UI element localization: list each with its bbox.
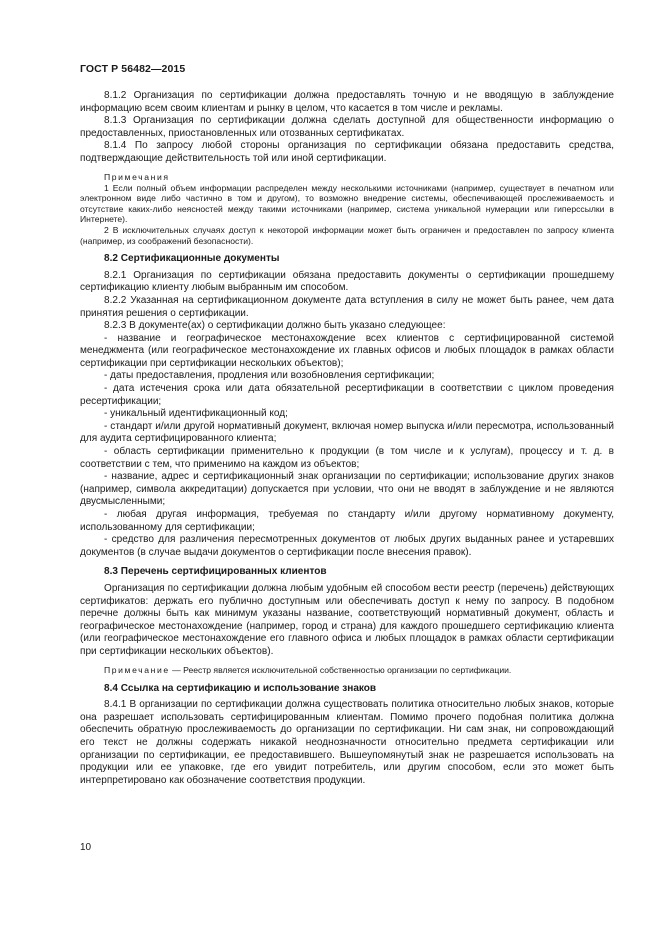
list-item: - название и географическое местонахождение всех клиентов с сертифицированной системой менеджмента (или географическое местонахождение их главных офисов и любых площадок в рамках области сертификации при сертификации нескольких объектов); xyxy=(80,332,614,369)
list-item: - любая другая информация, требуемая по стандарту и/или другому нормативному документу, использованному для сертификации; xyxy=(80,509,614,533)
section-heading-8-3: 8.3 Перечень сертифицированных клиентов xyxy=(104,566,327,578)
note-8-3 xyxy=(80,665,614,676)
section-heading-8-4: 8.4 Ссылка на сертификацию и использование знаков xyxy=(104,682,377,694)
list-item: - уникальный идентификационный код; xyxy=(104,408,288,420)
note-2: 2 В исключительных случаях доступ к некоторой информации может быть ограничен и предоставлен по запросу клиента (например, из соображений безопасности). xyxy=(80,224,614,246)
list-item: - область сертификации применительно к продукции (в том числе и к услугам), процессу и т. д. в соответствии с тем, что применимо на каждом из объектов; xyxy=(80,446,614,470)
list-item: - название, адрес и сертификационный знак организации по сертификации; использование других знаков (например, символа аккредитации) допускается при условии, что они не вводят в заблуждение и не являются двусмысленными; xyxy=(80,471,614,508)
clause-8-2-3: 8.2.3 В документе(ах) о сертификации должно быть указано следующее: xyxy=(104,320,446,332)
clause-8-1-4: 8.1.4 По запросу любой стороны организация по сертификации обязана предоставить средства, подтверждающие действительность той или иной сертификации. xyxy=(80,140,614,164)
clause-8-4-1: 8.4.1 В организации по сертификации должна существовать политика относительно любых знаков, которые она разрешает использовать сертифицированным клиентам. Помимо прочего подобная политика должна обеспечить обратную прослеживаемость до организации по сертификации. Ни сам знак, ни сопровождающий его текст не должны содержать никакой неоднозначности относительно предмета сертификации или организации по сертификации, ее предоставившего. Вышеупомянутый знак не разрешается использовать на продукции или ее упаковке, где его увидит потребитель, или другим способом, если это может быть интерпретировано как обозначение соответствия продукции. xyxy=(80,699,614,786)
clause-8-2-2: 8.2.2 Указанная на сертификационном документе дата вступления в силу не может быть ранее, чем дата принятия решения о сертификации. xyxy=(80,294,614,319)
list-item: - дата истечения срока или дата обязательной ресертификации в соответствии с циклом проведения ресертификации; xyxy=(80,383,614,407)
section-heading-8-2: 8.2 Сертификационные документы xyxy=(104,253,280,265)
clause-8-1-2: 8.1.2 Организация по сертификации должна предоставлять точную и не вводящую в заблуждение информацию всем своим клиентам и рынку в целом, что касается в том числе и рекламы. xyxy=(80,90,614,114)
list-item: - стандарт и/или другой нормативный документ, включая номер выпуска и/или пересмотра, использованный для аудита сертифицированного клиента; xyxy=(80,420,614,445)
document-code: ГОСТ Р 56482—2015 xyxy=(80,63,186,75)
note-text: — Реестр является исключительной собственностью организации по сертификации. xyxy=(169,664,512,675)
clause-8-2-1: 8.2.1 Организация по сертификации обязана предоставить документы о сертификации прошедшему сертификацию клиенту любым выбранным им способом. xyxy=(80,269,614,294)
page-body xyxy=(80,90,614,787)
note-label: Примечание xyxy=(104,664,170,675)
page-number: 10 xyxy=(80,842,92,853)
clause-8-3: Организация по сертификации должна любым удобным ей способом вести реестр (перечень) действующих сертификатов: держать его публично доступным или обеспечивать доступ к нему по запросу. В подобном перечне должны быть как минимум указаны название, соответствующий нормативный документ, область и географическое местонахождение (например, город и страна) для каждого прошедшего сертификацию клиента (или географическое местонахождение его главного офиса и любых площадок в рамках области сертификации при сертификации нескольких объектов). xyxy=(80,582,614,657)
notes-title: Примечания xyxy=(104,171,170,182)
clause-8-1-3: 8.1.3 Организация по сертификации должна сделать доступной для общественности информацию о предоставленных, приостановленных или отозванных сертификатах. xyxy=(80,115,614,139)
list-item: - даты предоставления, продления или возобновления сертификации; xyxy=(104,370,435,382)
list-item: - средство для различения пересмотренных документов от любых других выданных ранее и устаревших документов (в случае выдачи документов о сертификации после внесения правок). xyxy=(80,534,614,558)
note-1: 1 Если полный объем информации распределен между несколькими источниками (например, существует в печатном или электронном виде либо частично в том и другом), то возможно внедрение системы, обеспечивающей прослеживаемость и отсутствие каких-либо неясностей между такими источниками (например, система уникальной нумерации или гиперссылки в Интернете). xyxy=(80,182,614,225)
